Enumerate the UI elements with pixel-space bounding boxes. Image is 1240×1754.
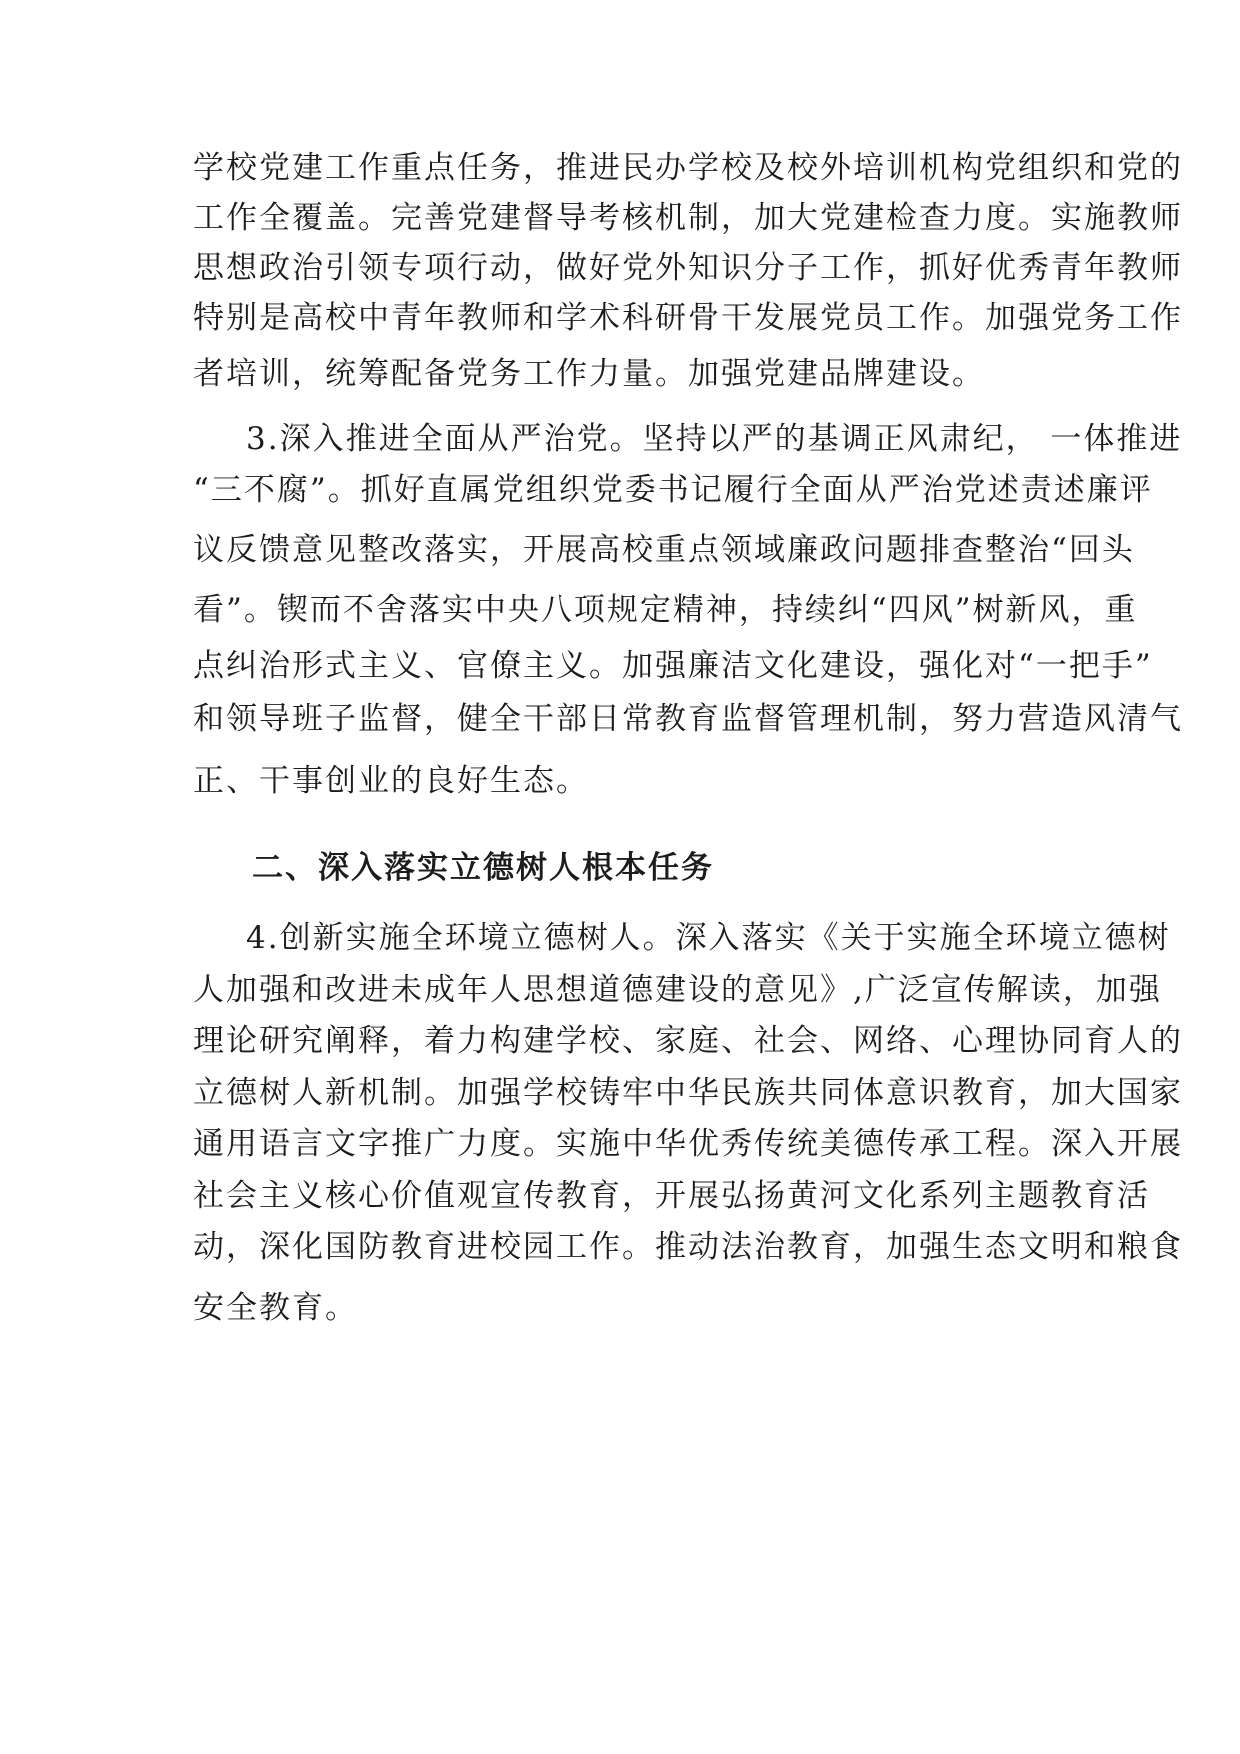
paragraph-3-line-3: 理论研究阐释，着力构建学校、家庭、社会、网络、心理协同育人的 xyxy=(193,1023,1183,1059)
paragraph-1-line-2: 工作全覆盖。完善党建督导考核机制，加大党建检查力度。实施教师 xyxy=(193,200,1183,236)
paragraph-2-line-1: 3.深入推进全面从严治党。坚持以严的基调正风肃纪， 一体推进 xyxy=(246,421,1183,457)
paragraph-2-line-5: 点纠治形式主义、官僚主义。加强廉洁文化建设，强化对“一把手” xyxy=(193,648,1153,684)
section-heading: 二、深入落实立德树人根本任务 xyxy=(252,850,714,886)
paragraph-2-line-3: 议反馈意见整改落实，开展高校重点领域廉政问题排查整治“回头 xyxy=(193,532,1135,568)
paragraph-2-line-6: 和领导班子监督，健全干部日常教育监督管理机制，努力营造风清气 xyxy=(193,701,1183,737)
paragraph-3-line-2: 人加强和改进未成年人思想道德建设的意见》,广泛宣传解读，加强 xyxy=(193,972,1162,1008)
paragraph-3-line-6: 社会主义核心价值观宣传教育，开展弘扬黄河文化系列主题教育活 xyxy=(193,1178,1150,1214)
paragraph-3-line-4: 立德树人新机制。加强学校铸牢中华民族共同体意识教育，加大国家 xyxy=(193,1075,1183,1111)
paragraph-3-line-7: 动，深化国防教育进校园工作。推动法治教育，加强生态文明和粮食 xyxy=(193,1229,1183,1265)
paragraph-2-line-7: 正、干事创业的良好生态。 xyxy=(193,763,589,799)
paragraph-1-line-1: 学校党建工作重点任务，推进民办学校及校外培训机构党组织和党的 xyxy=(193,150,1183,186)
paragraph-2-line-4: 看”。锲而不舍落实中央八项规定精神，持续纠“四风”树新风，重 xyxy=(193,592,1138,628)
paragraph-3-line-8: 安全教育。 xyxy=(193,1290,358,1326)
paragraph-1-line-3: 思想政治引领专项行动，做好党外知识分子工作，抓好优秀青年教师 xyxy=(193,250,1183,286)
paragraph-3-line-1: 4.创新实施全环境立德树人。深入落实《关于实施全环境立德树 xyxy=(246,920,1171,956)
paragraph-1-line-4: 特别是高校中青年教师和学术科研骨干发展党员工作。加强党务工作 xyxy=(193,300,1183,336)
paragraph-2-line-2: “三不腐”。抓好直属党组织党委书记履行全面从严治党述责述廉评 xyxy=(193,472,1153,508)
paragraph-3-line-5: 通用语言文字推广力度。实施中华优秀传统美德传承工程。深入开展 xyxy=(193,1126,1183,1162)
paragraph-1-line-5: 者培训，统筹配备党务工作力量。加强党建品牌建设。 xyxy=(193,356,985,392)
